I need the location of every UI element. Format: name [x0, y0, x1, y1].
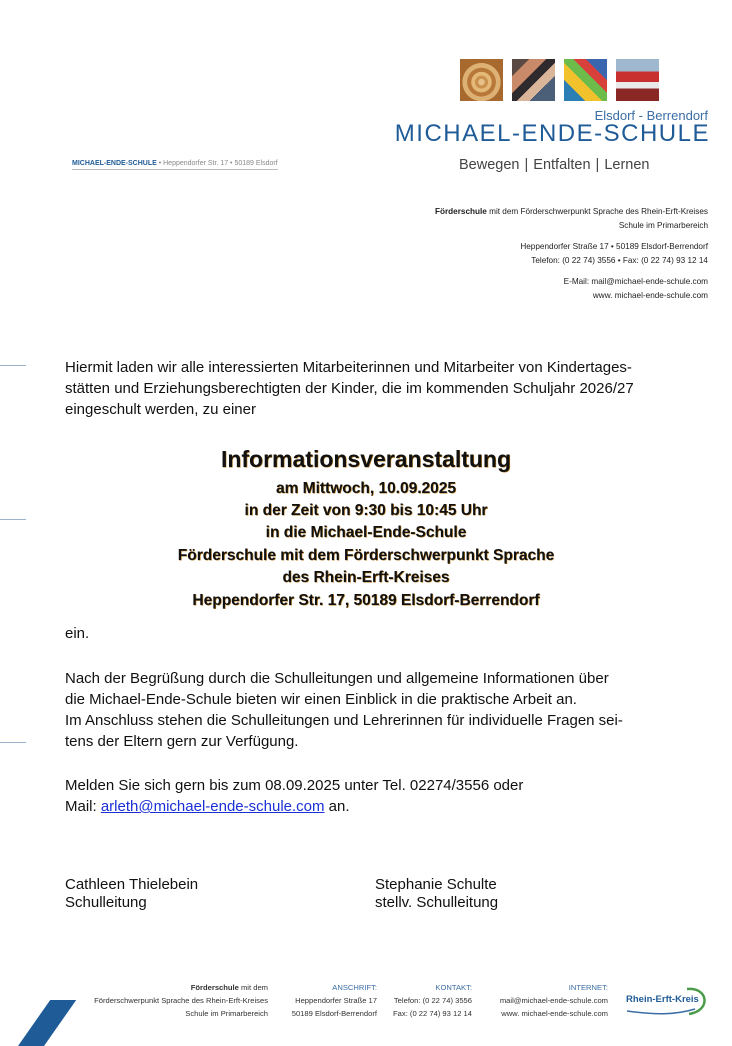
event-school: Förderschule mit dem Förderschwerpunkt Sprache [177, 547, 555, 564]
email-link[interactable]: arleth@michael-ende-schule.com [100, 798, 325, 815]
paragraph-line: die Michael-Ende-Schule bieten wir einen Einblick in die praktische Arbeit an. [65, 691, 577, 708]
intro-line: Hiermit laden wir alle interessierten Mitarbeiterinnen und Mitarbeiter von Kindertages- [65, 359, 632, 376]
signature-name: Stephanie Schulte [375, 876, 497, 893]
info-school-type [435, 205, 708, 219]
sender-school: MICHAEL-ENDE-SCHULE [72, 160, 157, 167]
signature-name: Cathleen Thielebein [65, 876, 199, 893]
school-motto: Bewegen | Entfalten | Lernen [459, 157, 650, 173]
info-phone-fax: Telefon: (0 22 74) 3556 • Fax: (0 22 74) 93 12 14 [531, 256, 708, 265]
footer-contact-line: Telefon: (0 22 74) 3556 [393, 996, 472, 1005]
rhein-erft-kreis-text: Rhein-Erft-Kreis [626, 994, 699, 1005]
footer-contact [393, 981, 472, 1020]
info-school-type-bold: Förderschule [434, 207, 487, 216]
footer-internet [500, 981, 608, 1020]
footer-school-rest: mit dem [238, 983, 268, 992]
header-photo-hands [512, 59, 555, 101]
header-photo-wood [460, 59, 503, 101]
event-time: in der Zeit von 9:30 bis 10:45 Uhr [244, 502, 488, 519]
footer-school-bold: Förderschule [190, 983, 239, 992]
info-address: Heppendorfer Straße 17 • 50189 Elsdorf-Berrendorf [520, 242, 708, 251]
paragraph-line: Melden Sie sich gern bis zum 08.09.2025 unter Tel. 02274/3556 oder [65, 777, 524, 794]
paragraph-line: Nach der Begrüßung durch die Schulleitungen und allgemeine Informationen über [65, 670, 609, 687]
footer-label: ANSCHRIFT: [332, 983, 377, 992]
paragraph-line: tens der Eltern gern zur Verfügung. [65, 733, 299, 750]
signature-role: stellv. Schulleitung [375, 894, 499, 911]
footer-school-line: Förderschwerpunkt Sprache des Rhein-Erft-Kreises [94, 996, 268, 1005]
footer-contact-line: Fax: (0 22 74) 93 12 14 [393, 1009, 472, 1018]
footer-school-line: Schule im Primarbereich [185, 1009, 268, 1018]
footer-school [94, 981, 268, 1020]
paragraph-line: Im Anschluss stehen die Schulleitungen und Lehrerinnen für individuelle Fragen sei- [65, 712, 623, 729]
sender-address: • Heppendorfer Str. 17 • 50189 Elsdorf [158, 160, 278, 167]
intro-line: eingeschult werden, zu einer [65, 401, 256, 418]
footer-address-line: Heppendorfer Straße 17 [295, 996, 377, 1005]
event-school: des Rhein-Erft-Kreises [282, 569, 450, 586]
info-email: E-Mail: mail@michael-ende-schule.com [563, 277, 708, 286]
footer-label: KONTAKT: [435, 983, 472, 992]
event-title: Informationsveranstaltung [220, 446, 512, 472]
footer-internet-line: www. michael-ende-schule.com [501, 1009, 608, 1018]
footer-internet-line: mail@michael-ende-schule.com [499, 996, 608, 1005]
signature-right [375, 876, 498, 912]
footer-label: INTERNET: [568, 983, 608, 992]
signature-role: Schulleitung [65, 894, 147, 911]
header-photo-building [616, 59, 659, 101]
event-date: am Mittwoch, 10.09.2025 [275, 480, 457, 497]
info-school-type-rest: mit dem Förderschwerpunkt Sprache des Rhein-Erft-Kreises [486, 207, 708, 216]
footer-address [292, 981, 377, 1020]
school-name: MICHAEL-ENDE-SCHULE [394, 120, 710, 147]
mail-prefix: Mail: [65, 798, 101, 815]
mail-line [65, 796, 350, 817]
footer-stripe [18, 1000, 76, 1046]
signature-left [65, 876, 198, 912]
header-city: Elsdorf - Berrendorf [594, 108, 708, 123]
fold-mark [0, 365, 26, 366]
mail-suffix: an. [324, 798, 350, 815]
header-photo-art [564, 59, 607, 101]
info-school-level: Schule im Primarbereich [618, 221, 708, 230]
info-web: www. michael-ende-schule.com [592, 291, 708, 300]
footer-address-line: 50189 Elsdorf-Berrendorf [291, 1009, 377, 1018]
fold-mark [0, 742, 26, 743]
sender-line [72, 160, 278, 170]
ein-text: ein. [65, 625, 90, 642]
event-address: Heppendorfer Str. 17, 50189 Elsdorf-Berrendorf [192, 592, 540, 609]
intro-line: stätten und Erziehungsberechtigten der Kinder, die im kommenden Schuljahr 2026/27 [65, 380, 634, 397]
event-place: in die Michael-Ende-Schule [265, 524, 467, 541]
